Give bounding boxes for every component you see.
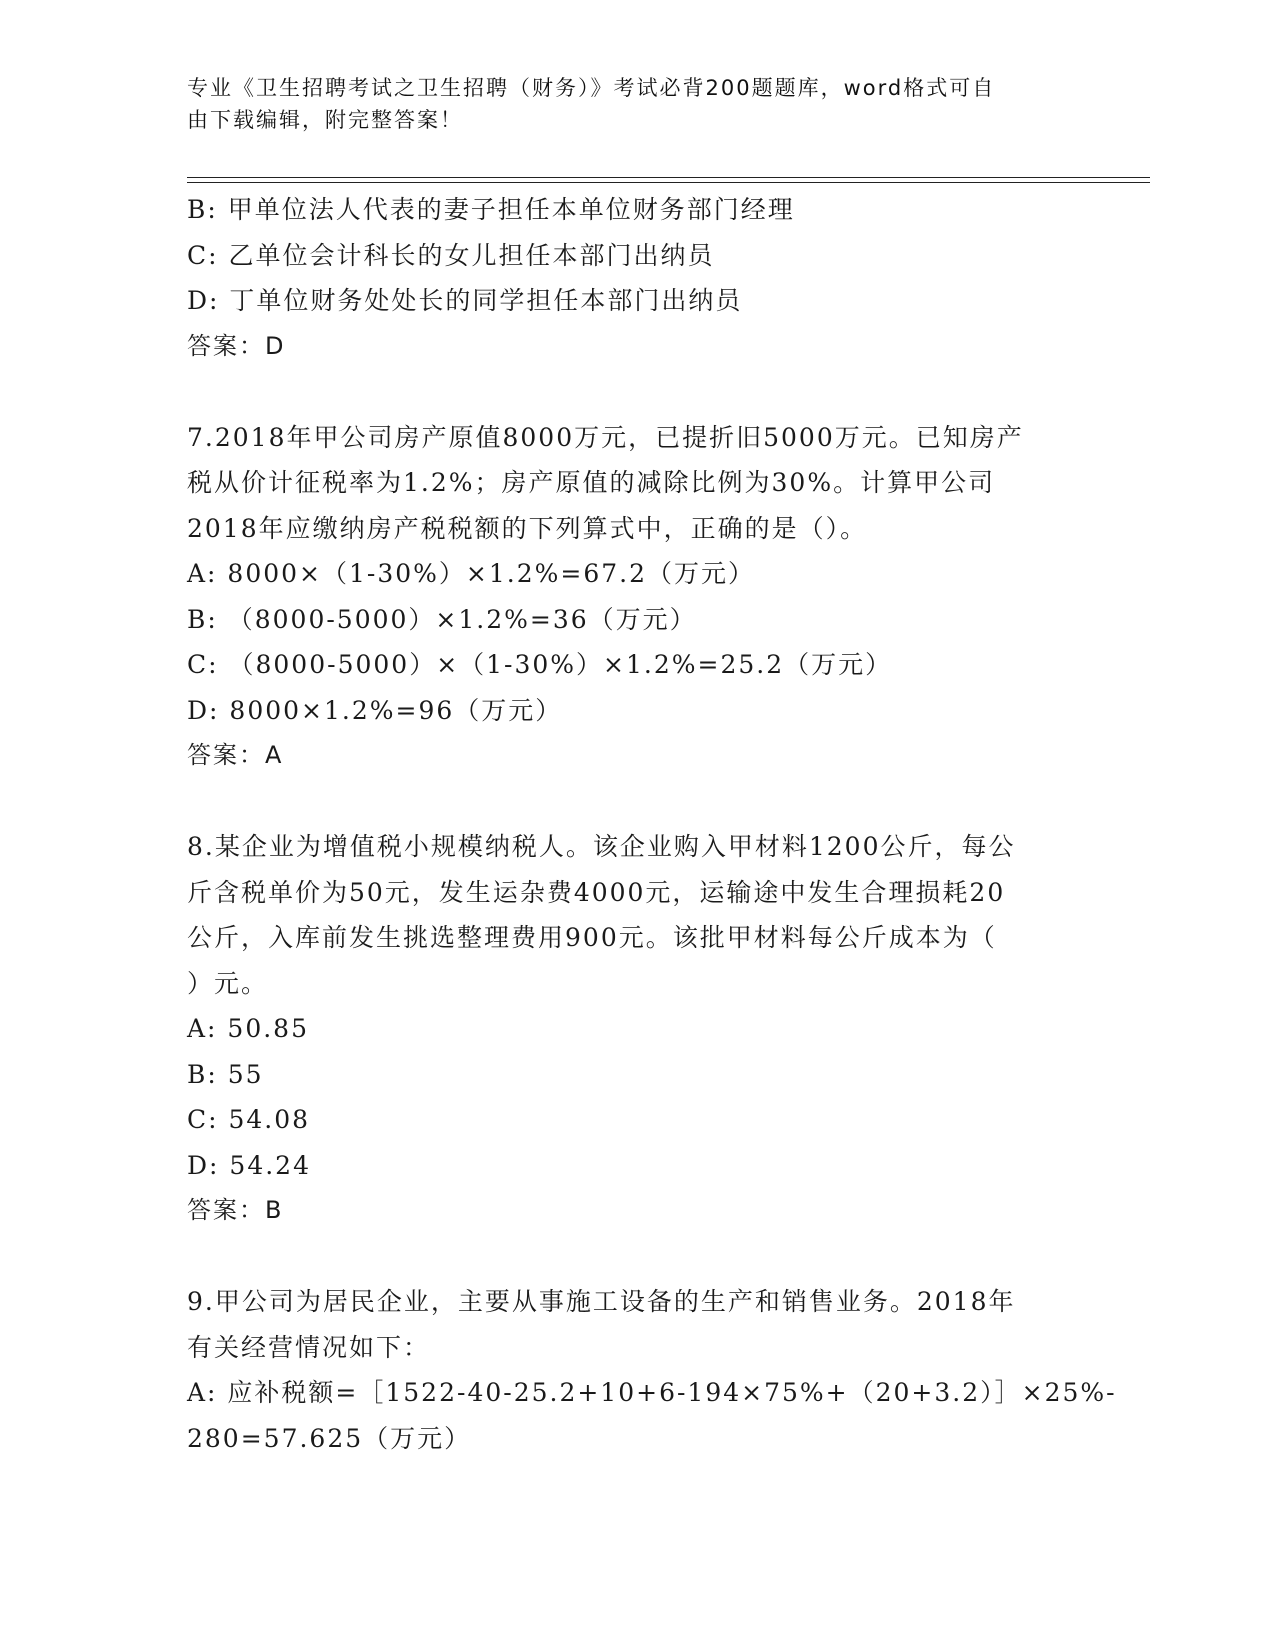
q7-option-c: C: （8000-5000）×（1-30%）×1.2%=25.2（万元） (187, 650, 893, 679)
q7-stem-line: 税从价计征税率为1.2%；房产原值的减除比例为30%。计算甲公司 (187, 468, 996, 497)
q8-option-b: B: 55 (187, 1059, 264, 1089)
q9-stem-line: 有关经营情况如下： (187, 1332, 431, 1362)
prev-option-c: C: 乙单位会计科长的女儿担任本部门出纳员 (187, 240, 715, 270)
q7-option-b: B: （8000-5000）×1.2%=36（万元） (187, 604, 697, 634)
prev-option-b: B: 甲单位法人代表的妻子担任本单位财务部门经理 (187, 195, 795, 224)
q8-stem-line: 斤含税单价为50元，发生运杂费4000元，运输途中发生合理损耗20 (187, 877, 1006, 907)
q7-option-a: A: 8000×（1-30%）×1.2%=67.2（万元） (187, 559, 755, 588)
q8-stem-line: ）元。 (187, 968, 269, 998)
q8-option-a: A: 50.85 (187, 1014, 309, 1043)
header-line-1: 专业《卫生招聘考试之卫生招聘（财务）》考试必背200题题库，word格式可自 (187, 76, 996, 100)
q7-stem-line: 7.2018年甲公司房产原值8000万元，已提折旧5000万元。已知房产 (187, 422, 1024, 452)
header-line-2: 由下载编辑，附完整答案！ (187, 108, 463, 132)
q9-stem-line: 9.甲公司为居民企业，主要从事施工设备的生产和销售业务。2018年 (187, 1287, 1016, 1316)
q8-stem-line: 公斤，入库前发生挑选整理费用900元。该批甲材料每公斤成本为（ (187, 923, 997, 952)
document-body (187, 187, 1117, 1461)
q7-option-d: D: 8000×1.2%=96（万元） (187, 695, 563, 725)
question-8 (187, 824, 1077, 1234)
document-header (187, 72, 1067, 136)
prev-option-d: D: 丁单位财务处处长的同学担任本部门出纳员 (187, 286, 743, 315)
q7-answer: 答案：A (187, 741, 284, 769)
spacer (187, 369, 1077, 415)
q8-stem-line: 8.某企业为增值税小规模纳税人。该企业购入甲材料1200公斤，每公 (187, 832, 1016, 861)
header-rule-bottom (187, 182, 1150, 183)
spacer (187, 1234, 1077, 1280)
q8-option-d: D: 54.24 (187, 1150, 311, 1180)
header-rule-top (187, 177, 1150, 178)
prev-answer: 答案：D (187, 331, 286, 360)
q8-option-c: C: 54.08 (187, 1105, 311, 1134)
question-9 (187, 1279, 1117, 1461)
spacer (187, 779, 1077, 825)
q9-option-a-line: 280=57.625（万元） (187, 1423, 472, 1453)
q8-answer: 答案：B (187, 1196, 284, 1224)
q9-option-a-line: A: 应补税额=［1522-40-25.2+10+6-194×75%+（20+3.2）］×25%- (187, 1378, 1117, 1407)
q7-stem-line: 2018年应缴纳房产税税额的下列算式中，正确的是（）。 (187, 513, 868, 543)
question-7 (187, 415, 1077, 779)
